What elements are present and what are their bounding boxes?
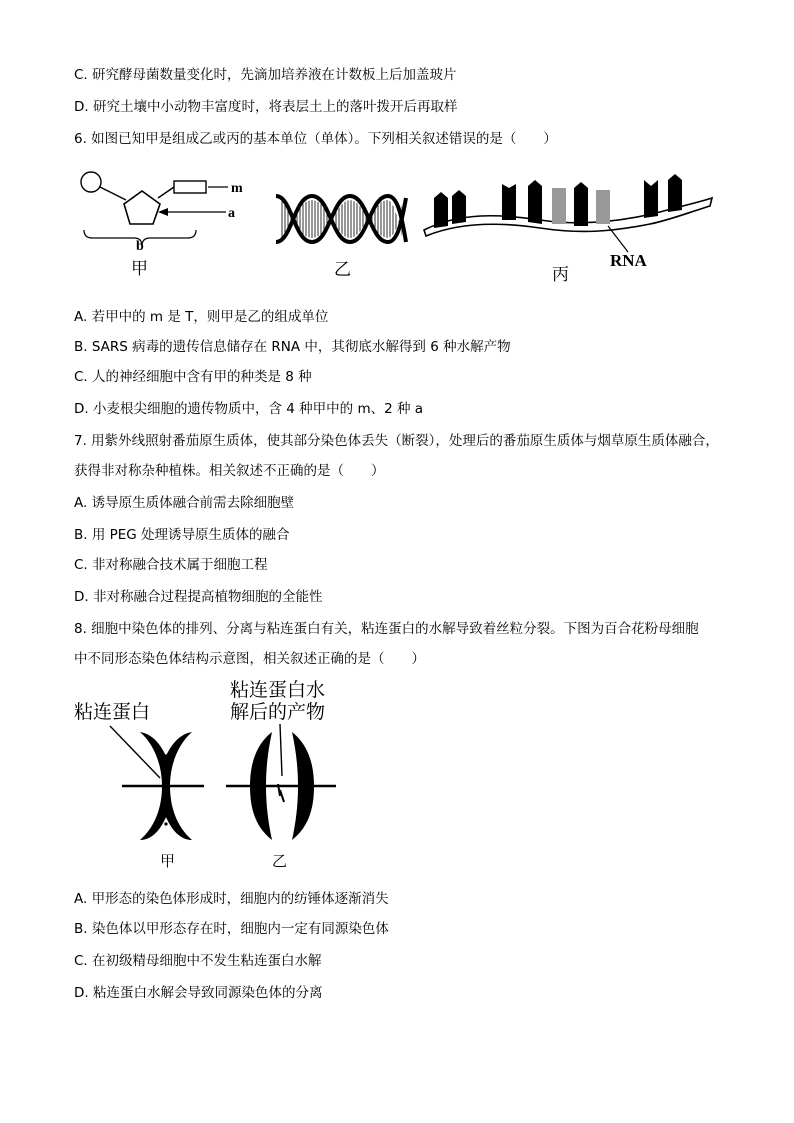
label-cohesin: 粘连蛋白 xyxy=(74,701,151,723)
label-rna: RNA xyxy=(610,251,647,270)
pentose-sugar xyxy=(124,191,160,224)
caption-yi-chromosome: 乙 xyxy=(272,852,288,870)
q7-stem-line1: 7. 用紫外线照射番茄原生质体，使其部分染色体丢失（断裂），处理后的番茄原生质体与烟草原生质体融合， xyxy=(74,433,719,449)
q8-figure-chromosomes xyxy=(74,676,354,872)
label-cohesin-product-line1: 粘连蛋白水 xyxy=(230,679,326,701)
q5-option-c: C. 研究酵母菌数量变化时，先滴加培养液在计数板上后加盖玻片 xyxy=(74,67,457,83)
q6-option-a: A. 若甲中的 m 是 T，则甲是乙的组成单位 xyxy=(74,309,329,325)
q5-option-d: D. 研究土壤中小动物丰富度时，将表层土上的落叶拨开后再取样 xyxy=(74,99,458,115)
caption-jia-chromosome: 甲 xyxy=(160,852,176,870)
q6-figure-double-helix xyxy=(272,190,412,280)
q7-option-c: C. 非对称融合技术属于细胞工程 xyxy=(74,557,268,573)
q6-figure-nucleotide xyxy=(78,168,258,280)
q8-option-a: A. 甲形态的染色体形成时，细胞内的纺锤体逐渐消失 xyxy=(74,891,389,907)
q7-option-a: A. 诱导原生质体融合前需去除细胞壁 xyxy=(74,495,295,511)
q7-option-b: B. 用 PEG 处理诱导原生质体的融合 xyxy=(74,527,290,543)
q6-option-b: B. SARS 病毒的遗传信息储存在 RNA 中，其彻底水解得到 6 种水解产物 xyxy=(74,339,511,355)
q6-option-d: D. 小麦根尖细胞的遗传物质中，含 4 种甲中的 m、2 种 a xyxy=(74,401,424,417)
label-m: m xyxy=(231,181,243,196)
q7-stem-line2: 获得非对称杂种植株。相关叙述不正确的是（ ） xyxy=(74,463,385,479)
q8-option-c: C. 在初级精母细胞中不发生粘连蛋白水解 xyxy=(74,953,322,969)
q6-figure-rna xyxy=(420,172,720,290)
q8-stem-line1: 8. 细胞中染色体的排列、分离与粘连蛋白有关，粘连蛋白的水解导致着丝粒分裂。下图为百合花粉母细胞 xyxy=(74,621,699,637)
caption-jia: 甲 xyxy=(131,259,148,279)
label-cohesin-product-line2: 解后的产物 xyxy=(230,701,326,723)
q8-option-b: B. 染色体以甲形态存在时，细胞内一定有同源染色体 xyxy=(74,921,389,937)
label-b: b xyxy=(136,239,144,254)
q6-stem: 6. 如图已知甲是组成乙或丙的基本单位（单体）。下列相关叙述错误的是（ ） xyxy=(74,131,557,147)
phosphate-circle xyxy=(81,172,101,192)
caption-bing: 丙 xyxy=(552,265,569,285)
q6-option-c: C. 人的神经细胞中含有甲的种类是 8 种 xyxy=(74,369,312,385)
caption-yi: 乙 xyxy=(334,260,351,280)
q8-option-d: D. 粘连蛋白水解会导致同源染色体的分离 xyxy=(74,985,323,1001)
q7-option-d: D. 非对称融合过程提高植物细胞的全能性 xyxy=(74,589,323,605)
q8-stem-line2: 中不同形态染色体结构示意图，相关叙述正确的是（ ） xyxy=(74,651,425,667)
label-a: a xyxy=(228,206,235,221)
base-box xyxy=(174,181,206,193)
